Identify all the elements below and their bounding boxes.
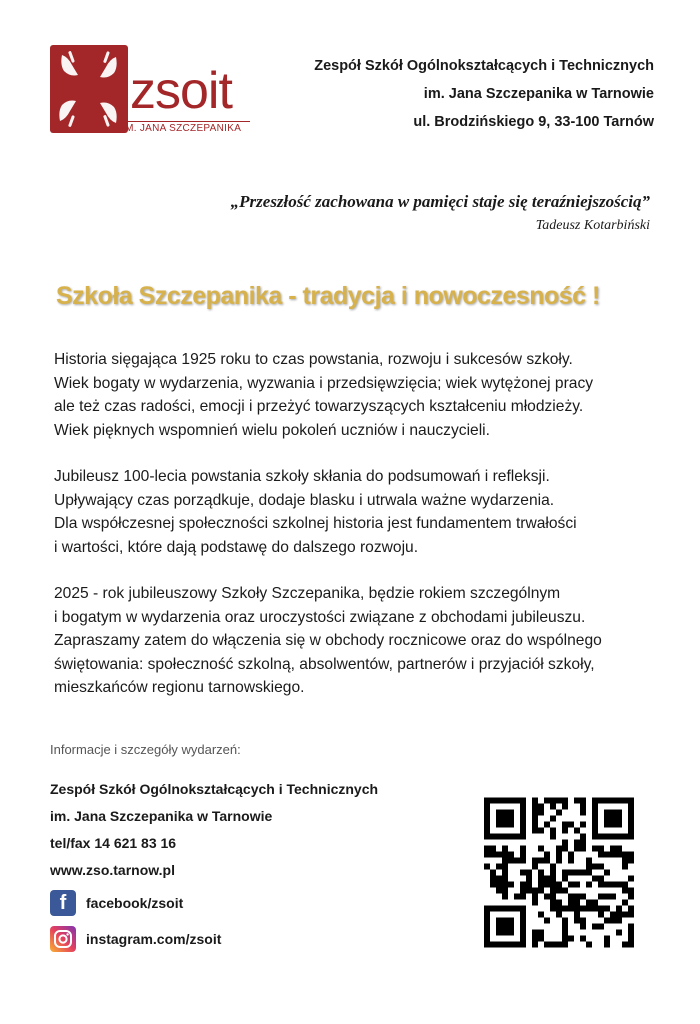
- school-patron: im. Jana Szczepanika w Tarnowie: [423, 86, 654, 102]
- text-line: Historia sięgająca 1925 roku to czas powstania, rozwoju i sukcesów szkoły.: [54, 351, 573, 368]
- text-line: i wartości, które dają podstawę do dalszego rozwoju.: [54, 538, 419, 556]
- logo-wordmark: zsoit: [130, 62, 232, 120]
- logo-divider: [122, 121, 250, 122]
- text-line: i bogatym w wydarzenia oraz uroczystości związane z obchodami jubileuszu.: [54, 608, 586, 626]
- school-address: ul. Brodzińskiego 9, 33-100 Tarnów: [413, 114, 654, 130]
- text-line: Zapraszamy zatem do włączenia się w obchody rocznicowe oraz do wspólnego: [54, 632, 602, 649]
- instagram-link[interactable]: [50, 926, 221, 952]
- facebook-link[interactable]: [50, 890, 183, 916]
- facebook-label: facebook/zsoit: [86, 895, 184, 911]
- quote-text: „Przeszłość zachowana w pamięci staje się teraźniejszością”: [230, 192, 650, 211]
- page-title: Szkoła Szczepanika - tradycja i nowoczesność !: [56, 282, 600, 310]
- school-logo: [50, 45, 255, 140]
- text-line: Upływający czas porządkuje, dodaje blasku i utrwala ważne wydarzenia.: [54, 491, 555, 509]
- text-line: Dla współczesnej społeczności szkolnej historia jest fundamentem trwałości: [54, 515, 577, 532]
- contact-website-link[interactable]: www.zso.tarnow.pl: [50, 862, 175, 878]
- contact-school-patron: im. Jana Szczepanika w Tarnowie: [50, 808, 273, 824]
- paragraph-3: [54, 582, 654, 700]
- hands-logo-icon: [50, 45, 128, 133]
- text-line: 2025 - rok jubileuszowy Szkoły Szczepanika, będzie rokiem szczególnym: [54, 585, 561, 602]
- qr-code[interactable]: [484, 795, 634, 950]
- contact-phone: tel/fax 14 621 83 16: [50, 835, 177, 851]
- text-line: mieszkańców regionu tarnowskiego.: [54, 679, 305, 696]
- info-label: Informacje i szczegóły wydarzeń:: [50, 742, 241, 757]
- school-name: Zespół Szkół Ogólnokształcących i Technicznych: [314, 58, 654, 74]
- paragraph-1: [54, 348, 654, 442]
- logo-subtitle: IM. JANA SZCZEPANIKA: [122, 123, 242, 134]
- facebook-icon: f: [50, 890, 76, 916]
- quote-block: [231, 192, 650, 234]
- paragraph-2: [54, 465, 654, 559]
- contact-block: [50, 778, 378, 886]
- text-line: świętowania: społeczność szkolną, absolwentów, partnerów i przyjaciół szkoły,: [54, 655, 595, 673]
- text-line: Jubileusz 100-lecia powstania szkoły skłania do podsumowań i refleksji.: [54, 468, 550, 485]
- school-header: [314, 52, 654, 136]
- instagram-icon: [50, 926, 76, 952]
- contact-school-name: Zespół Szkół Ogólnokształcących i Technicznych: [50, 781, 379, 797]
- text-line: Wiek bogaty w wydarzenia, wyzwania i przedsięwzięcia; wiek wytężonej pracy: [54, 374, 594, 392]
- text-line: Wiek pięknych wspomnień wielu pokoleń uczniów i nauczycieli.: [54, 421, 490, 439]
- text-line: ale też czas radości, emocji i przeżyć towarzyszących kształceniu młodzieży.: [54, 398, 584, 415]
- instagram-label: instagram.com/zsoit: [86, 931, 222, 947]
- body-text: [54, 348, 654, 723]
- quote-author: Tadeusz Kotarbiński: [535, 218, 650, 233]
